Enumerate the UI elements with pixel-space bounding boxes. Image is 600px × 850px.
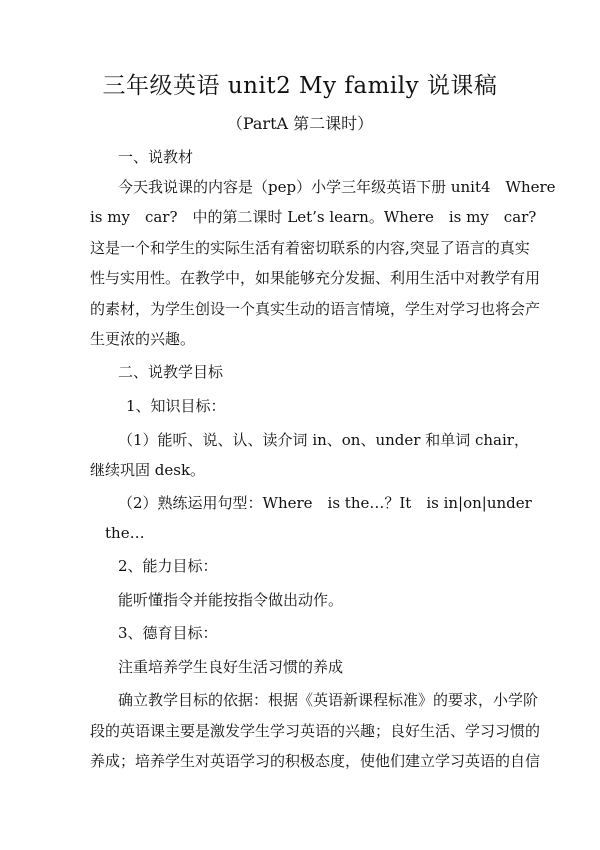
paragraph-line: 确立教学目标的依据：根据《英语新课程标准》的要求，小学阶 [118, 691, 539, 709]
document-subtitle: （PartA 第二课时） [226, 114, 374, 133]
subheading-knowledge: 1、知识目标： [126, 397, 226, 415]
paragraph-line: （1）能听、说、认、读介词 in、on、under 和单词 chair， [118, 431, 529, 449]
paragraph-line: 性与实用性。在教学中，如果能够充分发掘、利用生活中对教学有用 [90, 269, 541, 287]
paragraph-line: 能听懂指令并能按指令做出动作。 [118, 591, 344, 609]
paragraph-line: 生更浓的兴趣。 [90, 330, 196, 348]
paragraph-line: 这是一个和学生的实际生活有着密切联系的内容,突显了语言的真实 [90, 239, 530, 257]
paragraph-line: 的素材，为学生创设一个真实生动的语言情境，学生对学习也将会产 [90, 300, 541, 318]
paragraph-line: 注重培养学生良好生活习惯的养成 [118, 658, 344, 676]
paragraph-line: 今天我说课的内容是（pep）小学三年级英语下册 unit4 Where [118, 178, 556, 196]
paragraph-line: 养成；培养学生对英语学习的积极态度，使他们建立学习英语的自信 [90, 752, 541, 770]
paragraph-line: （2）熟练运用句型：Where is the…？It is in|on|under [118, 494, 532, 512]
subheading-ability: 2、能力目标： [118, 557, 218, 575]
section-heading-textbook: 一、说教材 [118, 148, 194, 166]
paragraph-line: is my car? 中的第二课时 Let’s learn。Where is my car? [90, 208, 537, 226]
document-title: 三年级英语 unit2 My family 说课稿 [102, 73, 498, 99]
section-heading-objectives: 二、说教学目标 [118, 363, 224, 381]
paragraph-line: the… [90, 524, 145, 542]
subheading-moral: 3、德育目标： [118, 624, 218, 642]
paragraph-line: 段的英语课主要是激发学生学习英语的兴趣；良好生活、学习习惯的 [90, 722, 541, 740]
paragraph-line: 继续巩固 desk。 [90, 461, 206, 479]
